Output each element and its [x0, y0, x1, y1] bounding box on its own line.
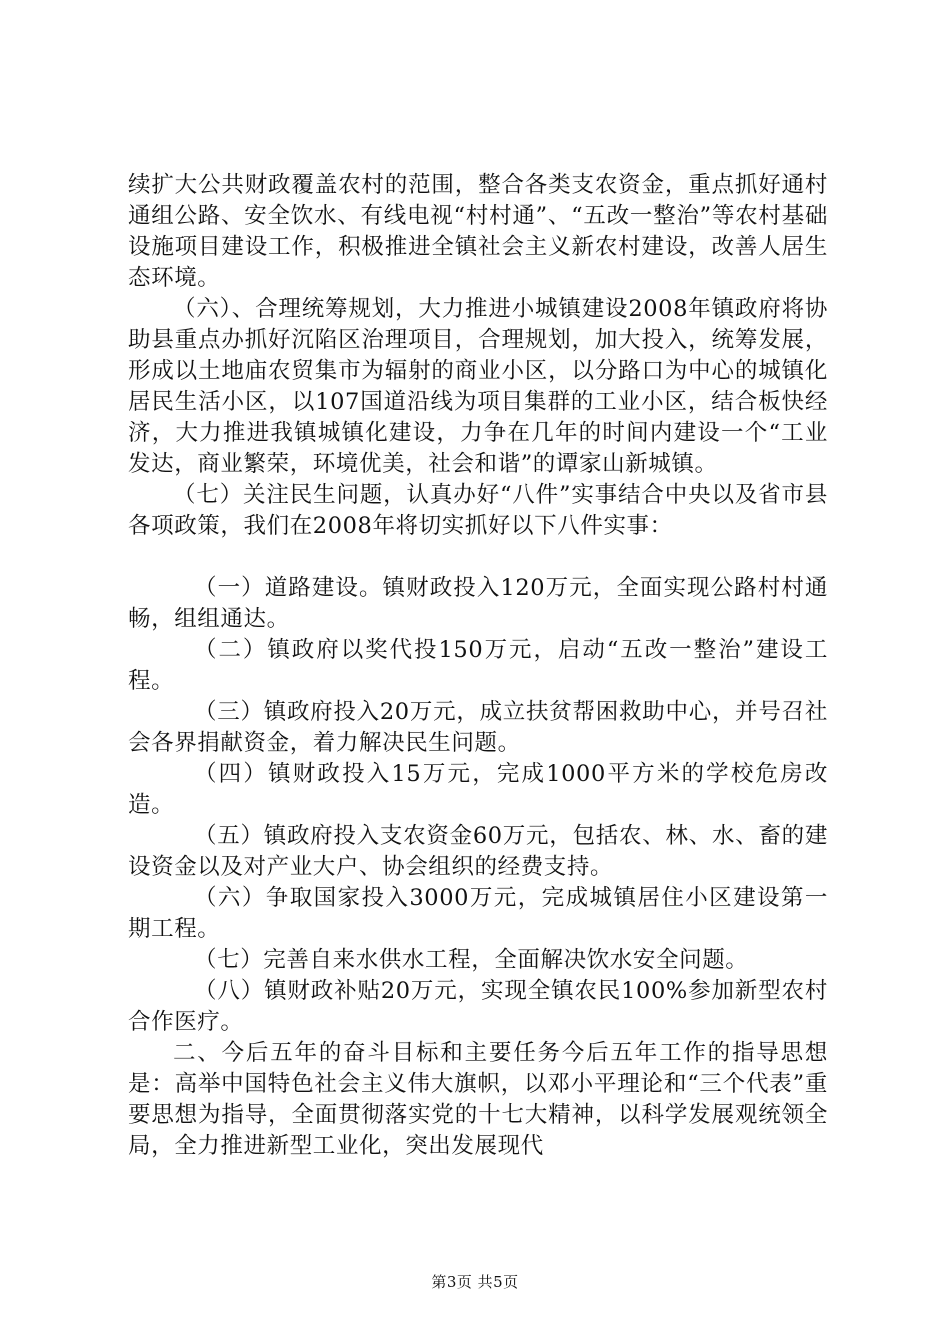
document-body — [128, 170, 828, 1162]
page-footer: 第3页 共5页 — [431, 1273, 519, 1291]
list-item-1: （一）道路建设。镇财政投入120万元，全面实现公路村村通畅，组组通达。 — [128, 575, 828, 632]
list-item-2: （二）镇政府以奖代投150万元，启动“五改一整治”建设工程。 — [128, 637, 828, 694]
list-item-4: （四）镇财政投入15万元，完成1000平方米的学校危房改造。 — [128, 761, 828, 818]
list-item-5: （五）镇政府投入支农资金60万元，包括农、林、水、畜的建设资金以及对产业大户、协会组织的经费支持。 — [128, 823, 828, 880]
list-item-6: （六）争取国家投入3000万元，完成城镇居住小区建设第一期工程。 — [128, 885, 828, 942]
paragraph-continuation: 续扩大公共财政覆盖农村的范围，整合各类支农资金，重点抓好通村通组公路、安全饮水、有线电视“村村通”、“五改一整治”等农村基础设施项目建设工作，积极推进全镇社会主义新农村建设，改善人居生态环境。 — [128, 172, 828, 291]
paragraph-section-6: （六）、合理统筹规划，大力推进小城镇建设2008年镇政府将协助县重点办抓好沉陷区治理项目，合理规划，加大投入，统筹发展，形成以土地庙农贸集市为辐射的商业小区，以分路口为中心的城镇化居民生活小区，以107国道沿线为项目集群的工业小区，结合板快经济，大力推进我镇城镇化建设，力争在几年的时间内建设一个“工业发达，商业繁荣，环境优美，社会和谐”的谭家山新城镇。 — [128, 296, 828, 477]
list-item-7: （七）完善自来水供水工程，全面解决饮水安全问题。 — [194, 947, 749, 973]
list-item-8: （八）镇财政补贴20万元，实现全镇农民100%参加新型农村合作医疗。 — [128, 978, 828, 1035]
list-item-3: （三）镇政府投入20万元，成立扶贫帮困救助中心，并号召社会各界捐献资金，着力解决民生问题。 — [128, 699, 828, 756]
paragraph-section-two: 二、今后五年的奋斗目标和主要任务今后五年工作的指导思想是：高举中国特色社会主义伟大旗帜，以邓小平理论和“三个代表”重要思想为指导，全面贯彻落实党的十七大精神，以科学发展观统领全局，全力推进新型工业化，突出发展现代 — [128, 1040, 828, 1159]
paragraph-section-7: （七）关注民生问题，认真办好“八件”实事结合中央以及省市县各项政策，我们在2008年将切实抓好以下八件实事： — [128, 482, 828, 539]
